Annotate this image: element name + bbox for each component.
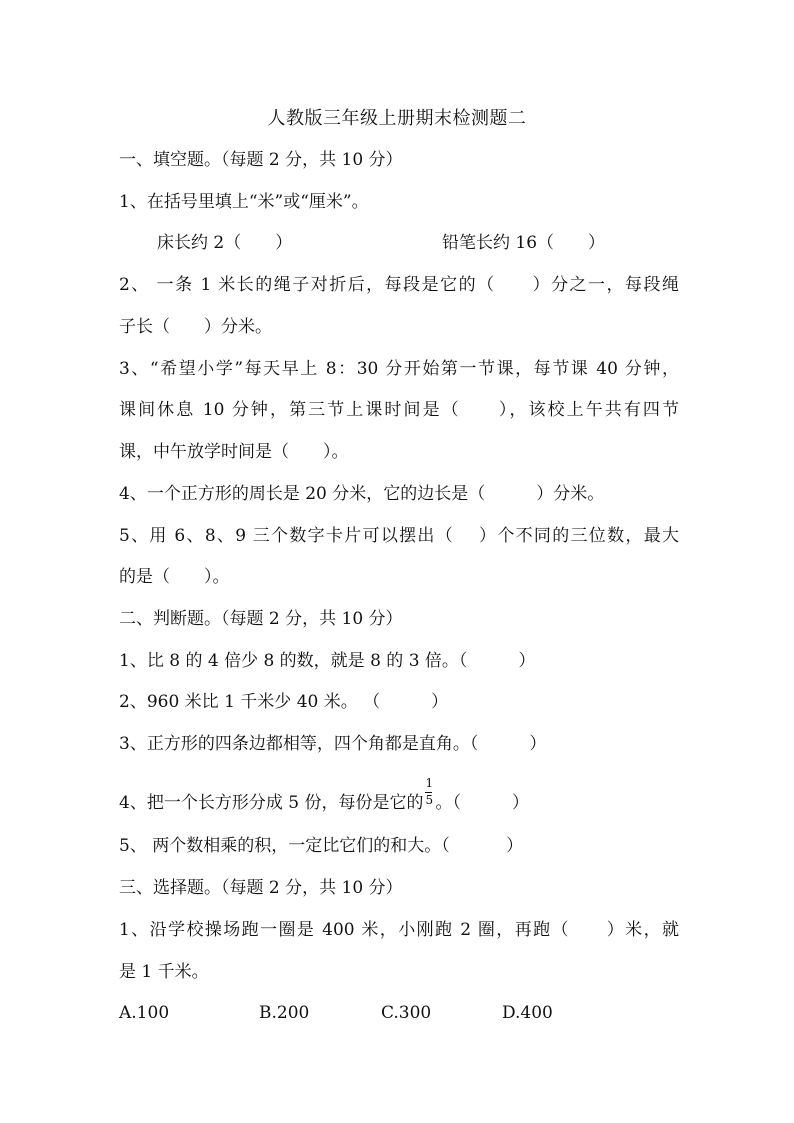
question-1-1-items xyxy=(157,231,677,255)
question-2-3: 3、正方形的四条边都相等，四个角都是直角。（ ） xyxy=(119,734,547,754)
question-1-4: 4、一个正方形的周长是 20 分米，它的边长是（ ）分米。 xyxy=(119,484,605,504)
fraction-one-fifth xyxy=(424,776,434,815)
page-title: 人教版三年级上册期末检测题二 xyxy=(267,108,527,129)
section-1-heading: 一、填空题。（每题 2 分，共 10 分） xyxy=(119,150,403,170)
section-3-heading: 三、选择题。（每题 2 分，共 10 分） xyxy=(119,878,403,898)
question-1-5-line-2: 的是（ ）。 xyxy=(119,567,230,587)
question-1-1-pencil: 铅笔长约 16（ ） xyxy=(442,233,606,253)
question-2-1: 1、比 8 的 4 倍少 8 的数，就是 8 的 3 倍。（ ） xyxy=(119,651,536,671)
question-2-4 xyxy=(119,776,679,815)
question-3-1-options xyxy=(119,1001,679,1025)
option-b: B.200 xyxy=(259,1003,310,1023)
question-2-4-tail: 。（ ） xyxy=(435,793,529,813)
question-2-4-text: 4、把一个长方形分成 5 份，每份是它的 xyxy=(119,793,424,813)
option-a: A.100 xyxy=(119,1003,170,1023)
section-2-heading: 二、判断题。（每题 2 分，共 10 分） xyxy=(119,609,403,629)
fraction-denominator: 5 xyxy=(425,793,434,807)
question-1-3-line-1: 3、“希望小学”每天早上 8：30 分开始第一节课，每节课 40 分钟， xyxy=(119,359,679,379)
option-d: D.400 xyxy=(502,1003,553,1023)
question-1-3-line-3: 课，中午放学时间是（ ）。 xyxy=(119,442,349,462)
question-1-1: 1、在括号里填上“米”或“厘米”。 xyxy=(119,192,369,212)
fraction-numerator: 1 xyxy=(425,776,434,790)
question-1-2-line-1: 2、 一条 1 米长的绳子对折后，每段是它的（ ）分之一，每段绳 xyxy=(119,275,679,295)
question-2-5: 5、 两个数相乘的积，一定比它们的和大。（ ） xyxy=(119,836,524,856)
question-2-2: 2、960 米比 1 千米少 40 米。 （ ） xyxy=(119,692,449,712)
question-1-3-line-2: 课间休息 10 分钟，第三节上课时间是（ ），该校上午共有四节 xyxy=(119,400,679,420)
option-c: C.300 xyxy=(381,1003,432,1023)
question-1-1-bed: 床长约 2（ ） xyxy=(157,233,293,253)
question-1-2-line-2: 子长（ ）分米。 xyxy=(119,317,272,337)
question-3-1-line-2: 是 1 千米。 xyxy=(119,962,209,982)
question-1-5-line-1: 5、用 6、8、9 三个数字卡片可以摆出（ ）个不同的三位数，最大 xyxy=(119,526,679,546)
question-3-1-line-1: 1、沿学校操场跑一圈是 400 米，小刚跑 2 圈，再跑（ ）米，就 xyxy=(119,920,679,940)
